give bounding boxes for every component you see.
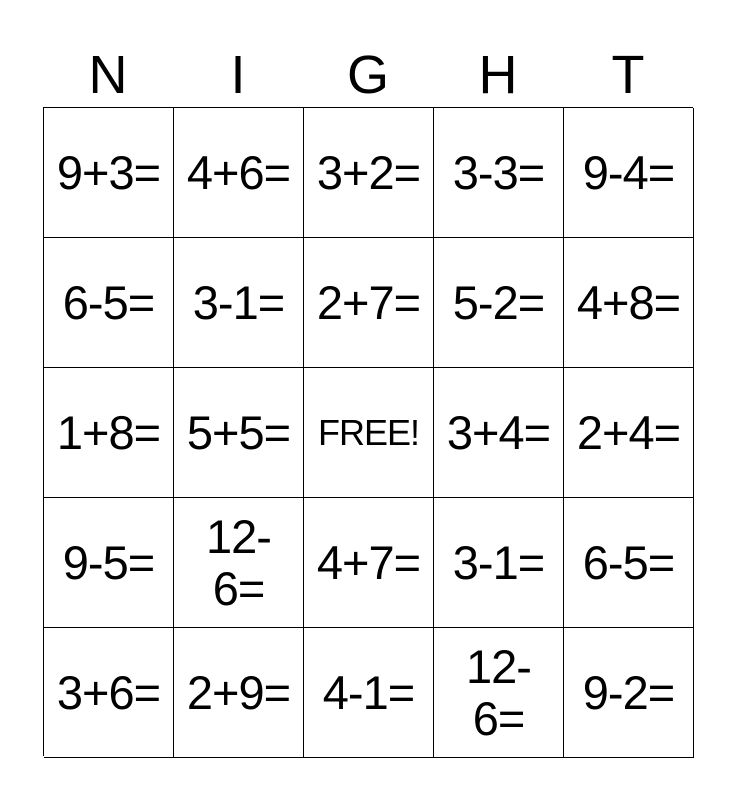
header-letter-t: T (611, 45, 645, 105)
bingo-cell[interactable]: 2+4= (564, 368, 694, 498)
bingo-cell[interactable]: 4+8= (564, 238, 694, 368)
bingo-cell[interactable]: 9+3= (44, 108, 174, 238)
bingo-cell[interactable]: 1+8= (44, 368, 174, 498)
bingo-cell[interactable]: 4+7= (304, 498, 434, 628)
header-letter-i: I (230, 45, 246, 105)
bingo-cell[interactable]: 5+5= (174, 368, 304, 498)
bingo-cell[interactable]: 3+4= (434, 368, 564, 498)
header-letter-n: N (88, 45, 128, 105)
bingo-cell[interactable]: 5-2= (434, 238, 564, 368)
free-space-cell[interactable]: FREE! (304, 368, 434, 498)
bingo-cell[interactable]: 12- 6= (174, 498, 304, 628)
bingo-cell[interactable]: 6-5= (564, 498, 694, 628)
bingo-cell[interactable]: 2+9= (174, 628, 304, 758)
bingo-cell[interactable]: 2+7= (304, 238, 434, 368)
bingo-board (43, 107, 693, 756)
bingo-cell[interactable]: 12- 6= (434, 628, 564, 758)
header-letter-g: G (346, 45, 389, 105)
bingo-cell[interactable]: 3-1= (174, 238, 304, 368)
bingo-cell[interactable]: 4-1= (304, 628, 434, 758)
bingo-cell[interactable]: 3+6= (44, 628, 174, 758)
bingo-cell[interactable]: 9-2= (564, 628, 694, 758)
bingo-cell[interactable]: 3-1= (434, 498, 564, 628)
bingo-cell[interactable]: 9-5= (44, 498, 174, 628)
bingo-header (43, 44, 693, 106)
bingo-cell[interactable]: 3+2= (304, 108, 434, 238)
bingo-cell[interactable]: 6-5= (44, 238, 174, 368)
header-letter-h: H (478, 45, 518, 105)
bingo-cell[interactable]: 4+6= (174, 108, 304, 238)
bingo-cell[interactable]: 3-3= (434, 108, 564, 238)
bingo-cell[interactable]: 9-4= (564, 108, 694, 238)
